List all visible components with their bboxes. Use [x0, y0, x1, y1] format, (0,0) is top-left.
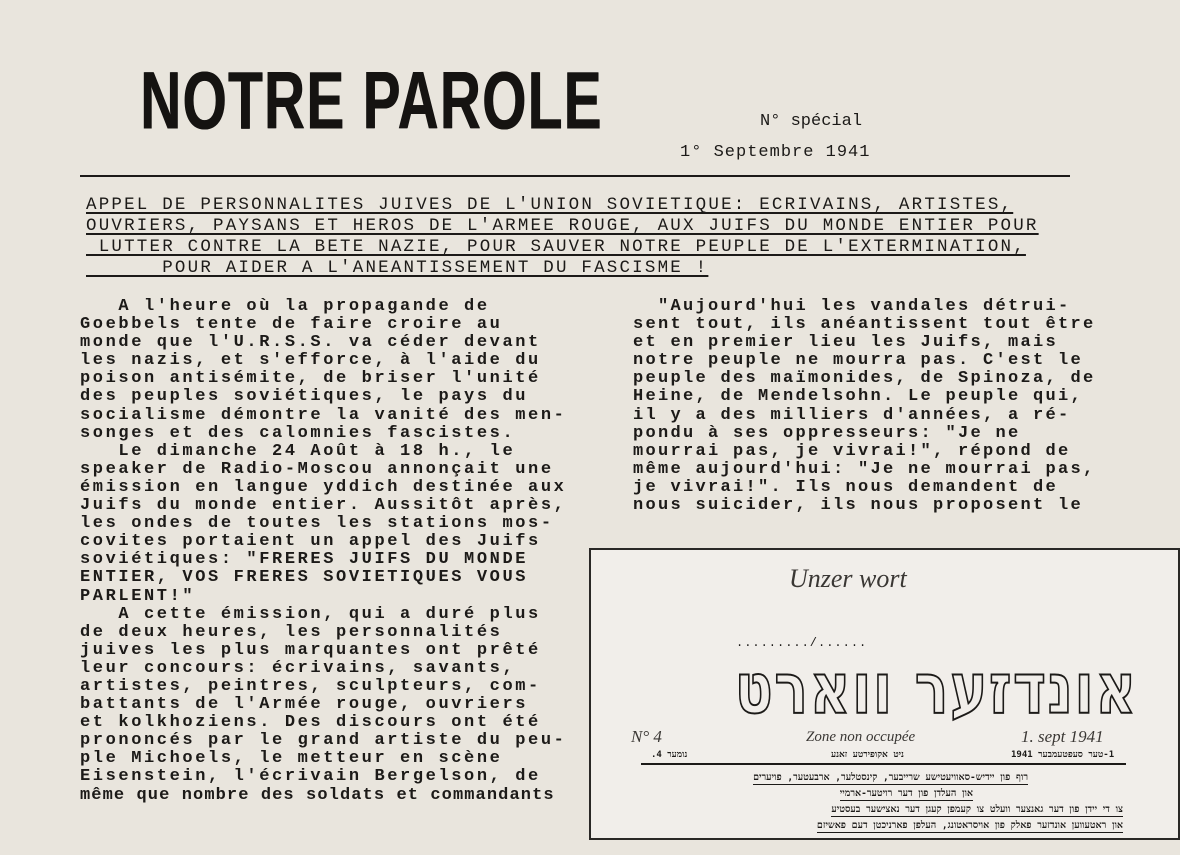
issue-label: N° spécial [760, 112, 863, 131]
yiddish-headline-line: צו די יידן פון דער גאנצער וועלט צו קעמפן קעגן דער נאצישער בעסטיע [831, 804, 1123, 815]
text-line: poison antisémite, de briser l'unité [80, 369, 541, 389]
handwritten-date: 1. sept 1941 [1021, 727, 1104, 746]
text-line: les ondes de toutes les stations mos- [80, 514, 554, 534]
text-line: A cette émission, qui a duré plus [80, 604, 541, 624]
yiddish-masthead: אונדזער ווארט [735, 648, 1138, 730]
handwritten-number: N° 4 [631, 727, 662, 746]
inset-divider [641, 763, 1126, 765]
text-line: des peuples soviétiques, le pays du [80, 387, 529, 407]
text-line: monde que l'U.R.S.S. va céder devant [80, 333, 541, 353]
text-line: sent tout, ils anéantissent tout être [633, 315, 1096, 335]
headline-line: POUR AIDER A L'ANEANTISSEMENT DU FASCISME ! [86, 258, 709, 278]
text-line: songes et des calomnies fascistes. [80, 423, 516, 443]
text-line: peuple des maïmonides, de Spinoza, de [633, 369, 1096, 389]
text-line: juives les plus marquantes ont prêté [80, 640, 541, 660]
text-line: PARLENT!" [80, 586, 196, 606]
text-line: même aujourd'hui: "Je ne mourrai pas, [633, 459, 1096, 479]
issue-date: 1° Septembre 1941 [680, 143, 871, 162]
headline-line: LUTTER CONTRE LA BETE NAZIE, POUR SAUVER NOTRE PEUPLE DE L'EXTERMINATION, [86, 237, 1026, 257]
text-line: Eisenstein, l'écrivain Bergelson, de [80, 767, 541, 787]
text-line: je vivrai!". Ils nous demandent de [633, 477, 1059, 497]
text-line: Le dimanche 24 Août à 18 h., le [80, 441, 516, 461]
text-line: de deux heures, les personnalités [80, 622, 503, 642]
text-line: covites portaient un appel des Juifs [80, 532, 541, 552]
headline-line: APPEL DE PERSONNALITES JUIVES DE L'UNION SOVIETIQUE: ECRIVAINS, ARTISTES, [86, 195, 1014, 215]
text-line: il y a des milliers d'années, a ré- [633, 405, 1071, 425]
right-column [633, 298, 1096, 515]
text-line: leur concours: écrivains, savants, [80, 658, 516, 678]
yiddish-headline-line: און ראטעווען אונדזער פאלק פון אויסראטונג, העלפן פארניכטן דעם פאשיזם [816, 820, 1123, 831]
masthead-divider [80, 175, 1070, 177]
newspaper-title: NOTRE PAROLE [140, 55, 603, 147]
yiddish-zone: ניט אקופירטע זאנע [831, 750, 904, 760]
text-line: nous suicider, ils nous proposent le [633, 496, 1084, 516]
text-line: et en premier lieu les Juifs, mais [633, 333, 1059, 353]
headline-line: OUVRIERS, PAYSANS ET HEROS DE L'ARMEE ROUGE, AUX JUIFS DU MONDE ENTIER POUR [86, 216, 1039, 236]
text-line: ENTIER, VOS FRERES SOVIETIQUES VOUS [80, 568, 529, 588]
yiddish-headline-line: און העלדן פון דער רויטער-ארמיי [839, 788, 973, 799]
left-column [80, 298, 566, 805]
text-line: ple Michoels, le metteur en scène [80, 749, 503, 769]
text-line: prononcés par le grand artiste du peu- [80, 731, 567, 751]
text-line: battants de l'Armée rouge, ouvriers [80, 695, 529, 715]
text-line: les nazis, et s'efforce, à l'aide du [80, 351, 541, 371]
yiddish-date: 1-טער סעפטעמבער 1941 [1011, 750, 1115, 760]
headline [86, 195, 1076, 279]
text-line: pondu à ses oppresseurs: "Je ne [633, 423, 1021, 443]
text-line: Heine, de Mendelsohn. Le peuple qui, [633, 387, 1084, 407]
text-line: et kolkhoziens. Des discours ont été [80, 713, 541, 733]
text-line: Goebbels tente de faire croire au [80, 315, 503, 335]
dotted-mark: ........./...... [736, 636, 868, 650]
text-line: A l'heure où la propagande de [80, 297, 490, 316]
unzer-wort-inset [589, 548, 1180, 840]
text-line: socialisme démontre la vanité des men- [80, 405, 567, 425]
text-line: émission en langue yddich destinée aux [80, 477, 567, 497]
text-line: soviétiques: "FRERES JUIFS DU MONDE [80, 550, 529, 570]
handwritten-title: Unzer wort [789, 564, 907, 593]
yiddish-number: נומער 4. [651, 750, 688, 760]
text-line: mourrai pas, je vivrai!", répond de [633, 441, 1071, 461]
text-line: "Aujourd'hui les vandales détrui- [633, 297, 1071, 316]
handwritten-zone: Zone non occupée [806, 729, 916, 745]
text-line: artistes, peintres, sculpteurs, com- [80, 676, 541, 696]
text-line: notre peuple ne mourra pas. C'est le [633, 351, 1084, 371]
text-line: même que nombre des soldats et commandants [80, 785, 555, 805]
yiddish-headline-line: רוף פון יידיש-סאוויעטישע שרייבער, קינסטלער, ארבעטער, פויערים [753, 772, 1028, 783]
text-line: speaker de Radio-Moscou annonçait une [80, 459, 554, 479]
text-line: Juifs du monde entier. Aussitôt après, [80, 496, 567, 516]
